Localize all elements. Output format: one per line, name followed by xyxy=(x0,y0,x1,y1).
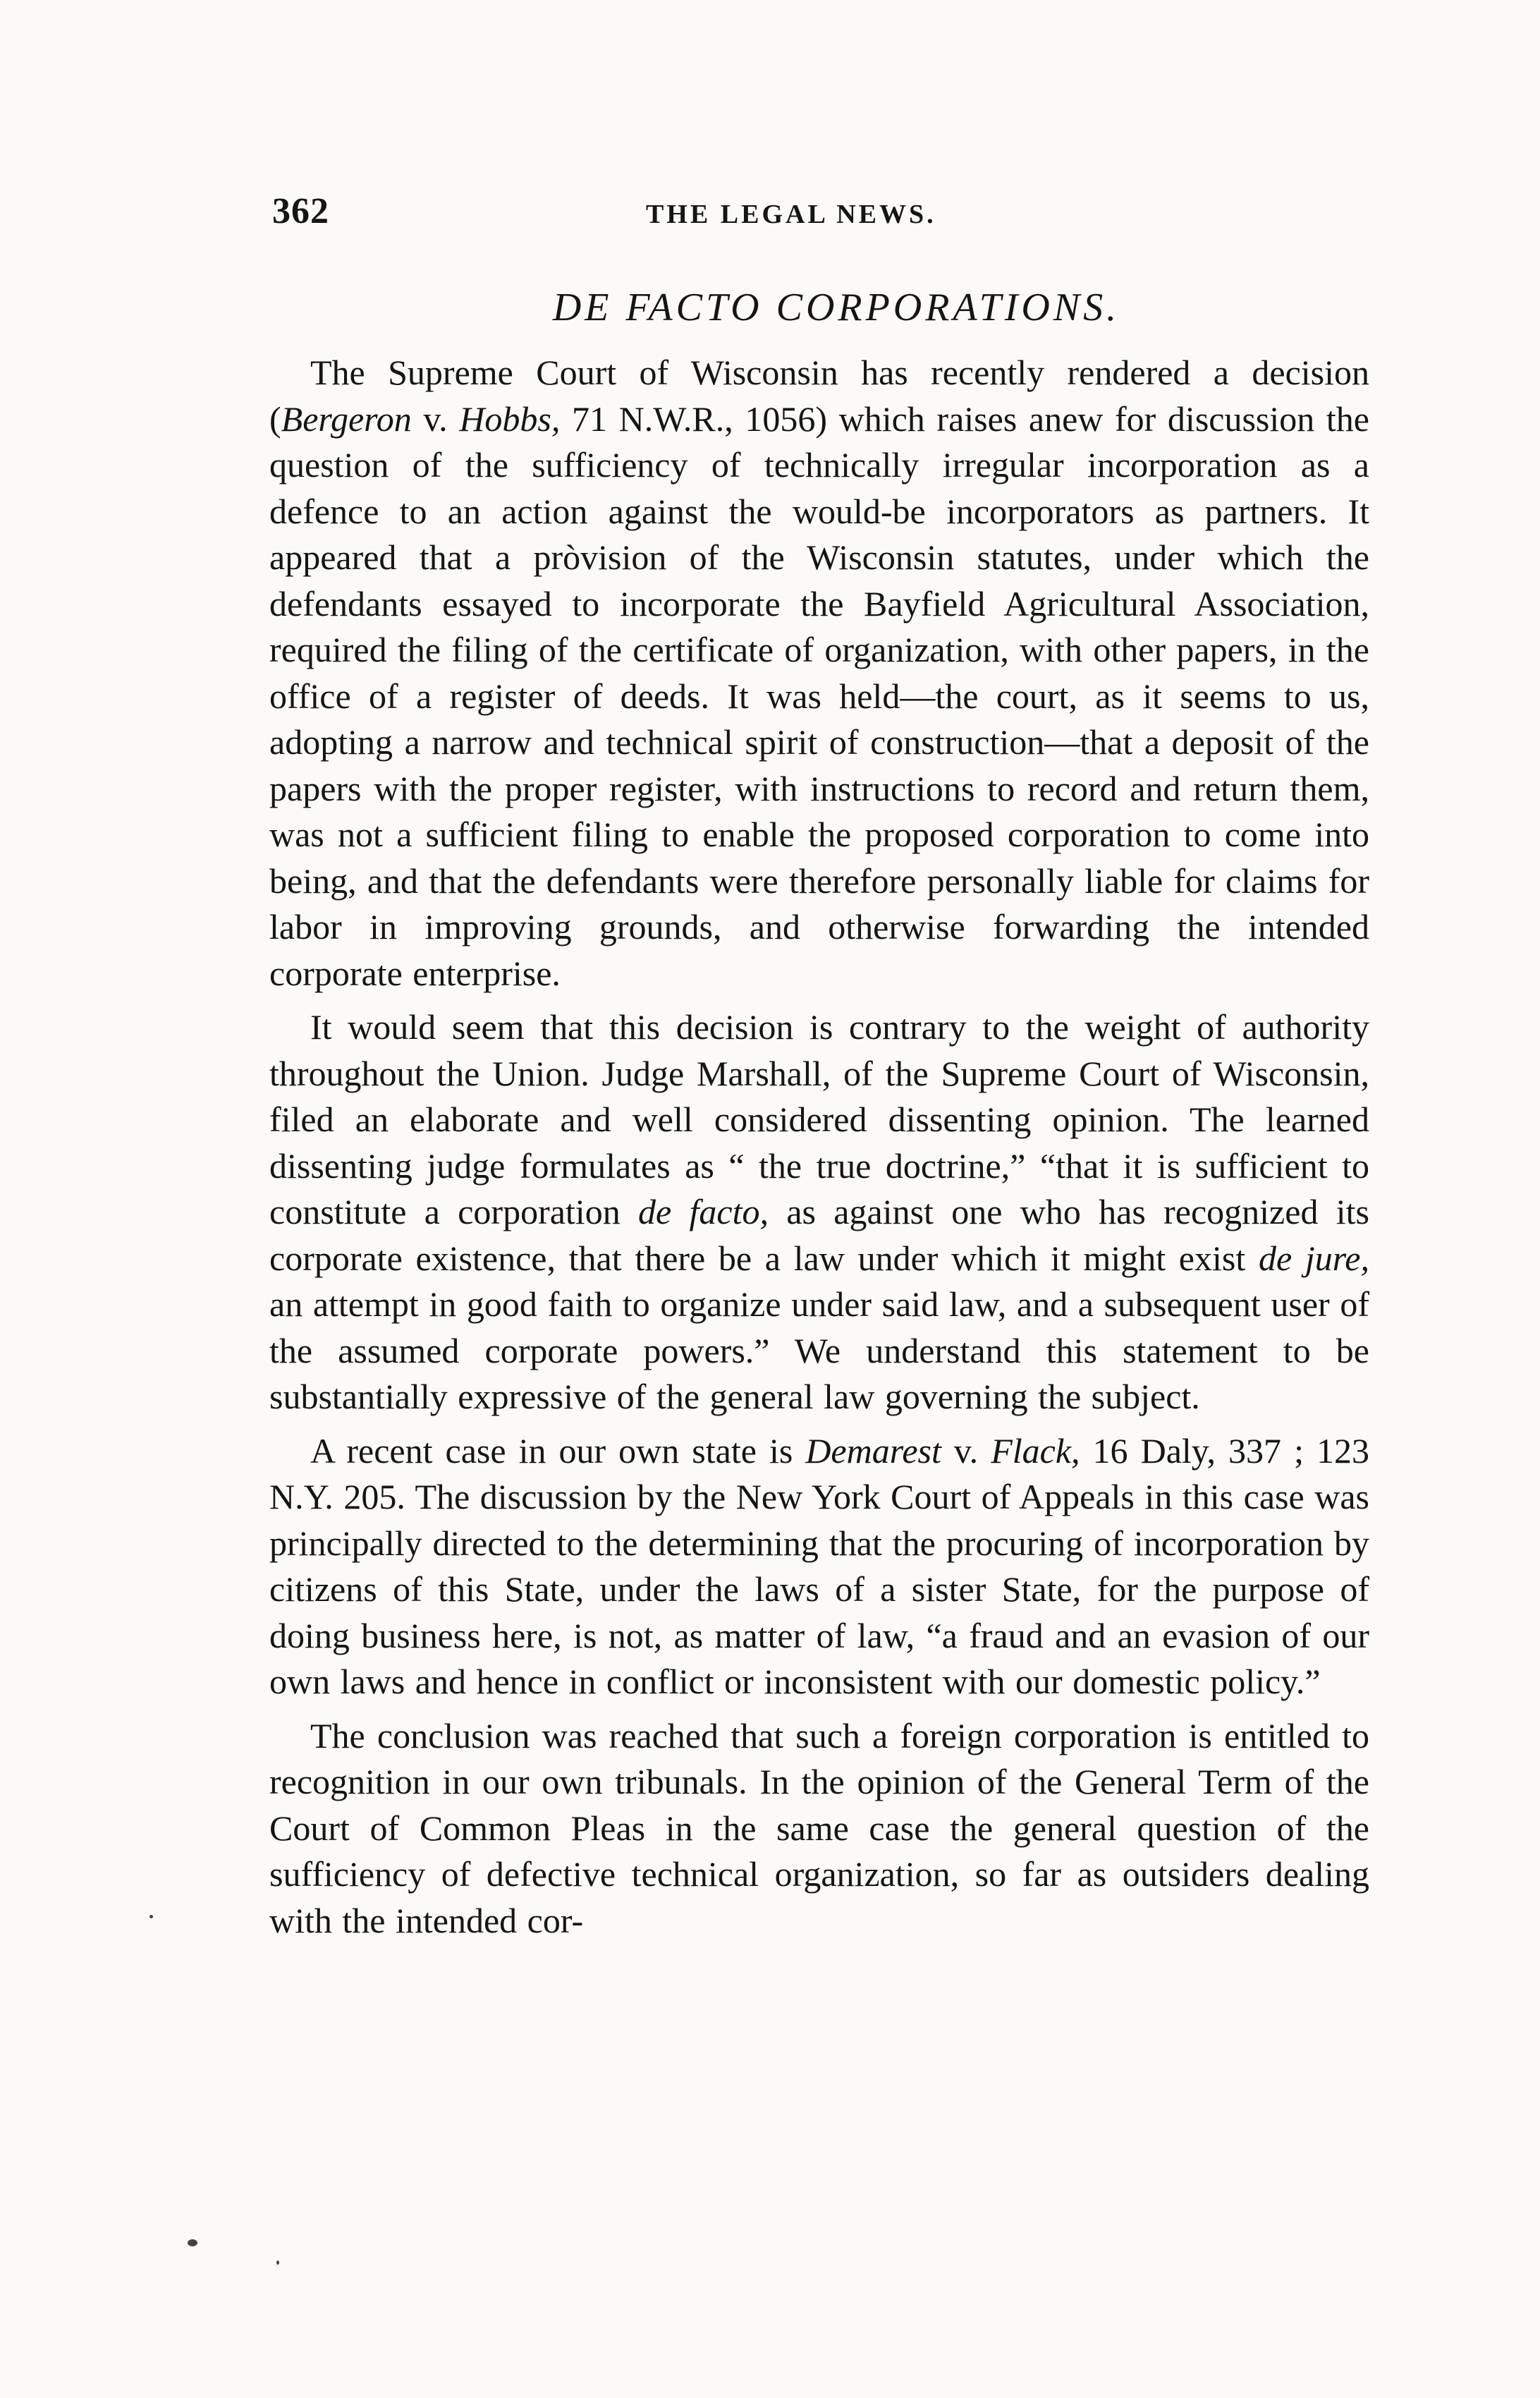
ink-speck xyxy=(276,2260,279,2265)
text-run: an attempt in good faith to organize under said law, and a subsequent user of the assumed corporate powers.” We understand this statement to be substantially expressive of the general law governing the subject. xyxy=(269,1284,1369,1416)
text-run: as against one who has recognized its corporate existence, that there be a law under which it might exist xyxy=(269,1192,1370,1278)
text-run: It would seem that this decision is contrary to the weight of authority throughout the Union. Judge Marshall, of the Supreme Court of Wisconsin, filed an elaborate and well considered dissenting opinion. The learned dissenting judge formulates as “ the true doctrine,” “that it is sufficient to constitute a corporation xyxy=(269,1007,1369,1231)
italic-text-run: Hobbs, xyxy=(459,398,561,439)
text-run: The Supreme Court of Wisconsin has recently rendered a decision ( xyxy=(269,353,1369,439)
text-run: A recent case in our own state is xyxy=(310,1430,806,1471)
page-header xyxy=(272,190,1372,247)
text-run: 16 Daly, 337 ; 123 N.Y. 205. The discussion by the New York Court of Appeals in this case was principally directed to the determining that the procuring of incorporation by citizens of this State, under the laws of a sister State, for the purpose of doing business here, is not, as matter of law, “a fraud and an evasion of our own laws and hence in conflict or inconsistent with our domestic policy.” xyxy=(269,1430,1369,1701)
running-head: THE LEGAL NEWS. xyxy=(646,200,936,229)
paragraph xyxy=(269,1713,1369,1944)
text-run: The conclusion was reached that such a foreign corporation is entitled to recognition in our own tribunals. In the opinion of the General Term of the Court of Common Pleas in the same case the general question of the sufficiency of defective technical organization, so far as outsiders dealing with the intended cor- xyxy=(269,1715,1369,1940)
paragraph xyxy=(269,350,1369,997)
italic-text-run: Flack, xyxy=(991,1430,1080,1471)
article-title: DE FACTO CORPORATIONS. xyxy=(552,286,1120,329)
paragraph xyxy=(269,1004,1369,1420)
page-number: 362 xyxy=(272,191,329,231)
italic-text-run: Demarest xyxy=(805,1430,941,1471)
text-run: v. xyxy=(411,398,460,439)
paragraph xyxy=(269,1428,1369,1705)
italic-text-run: de facto, xyxy=(638,1192,769,1231)
ink-speck xyxy=(188,2239,197,2246)
text-run: 71 N.W.R., 1056) which raises anew for discussion the question of the sufficiency of technically irregular incorporation as a defence to an action against the would-be incorporators as partners. It appeared that a pròvision of the Wisconsin statutes, under which the defendants essayed to incorporate the Bayfield Agricultural Association, required the filing of the certificate of organization, with other papers, in the office of a register of deeds. It was held—the court, as it seems to us, adopting a narrow and technical spirit of construction—that a deposit of the papers with the proper register, with instructions to record and return them, was not a sufficient filing to enable the proposed corporation to come into being, and that the defendants were therefore personally liable for claims for labor in improving grounds, and otherwise forwarding the intended corporate enterprise. xyxy=(269,398,1369,993)
italic-text-run: Bergeron xyxy=(281,398,412,439)
article-body xyxy=(269,350,1369,1952)
italic-text-run: de jure, xyxy=(1258,1238,1370,1278)
text-run: v. xyxy=(941,1430,991,1471)
ink-speck xyxy=(149,1915,153,1918)
